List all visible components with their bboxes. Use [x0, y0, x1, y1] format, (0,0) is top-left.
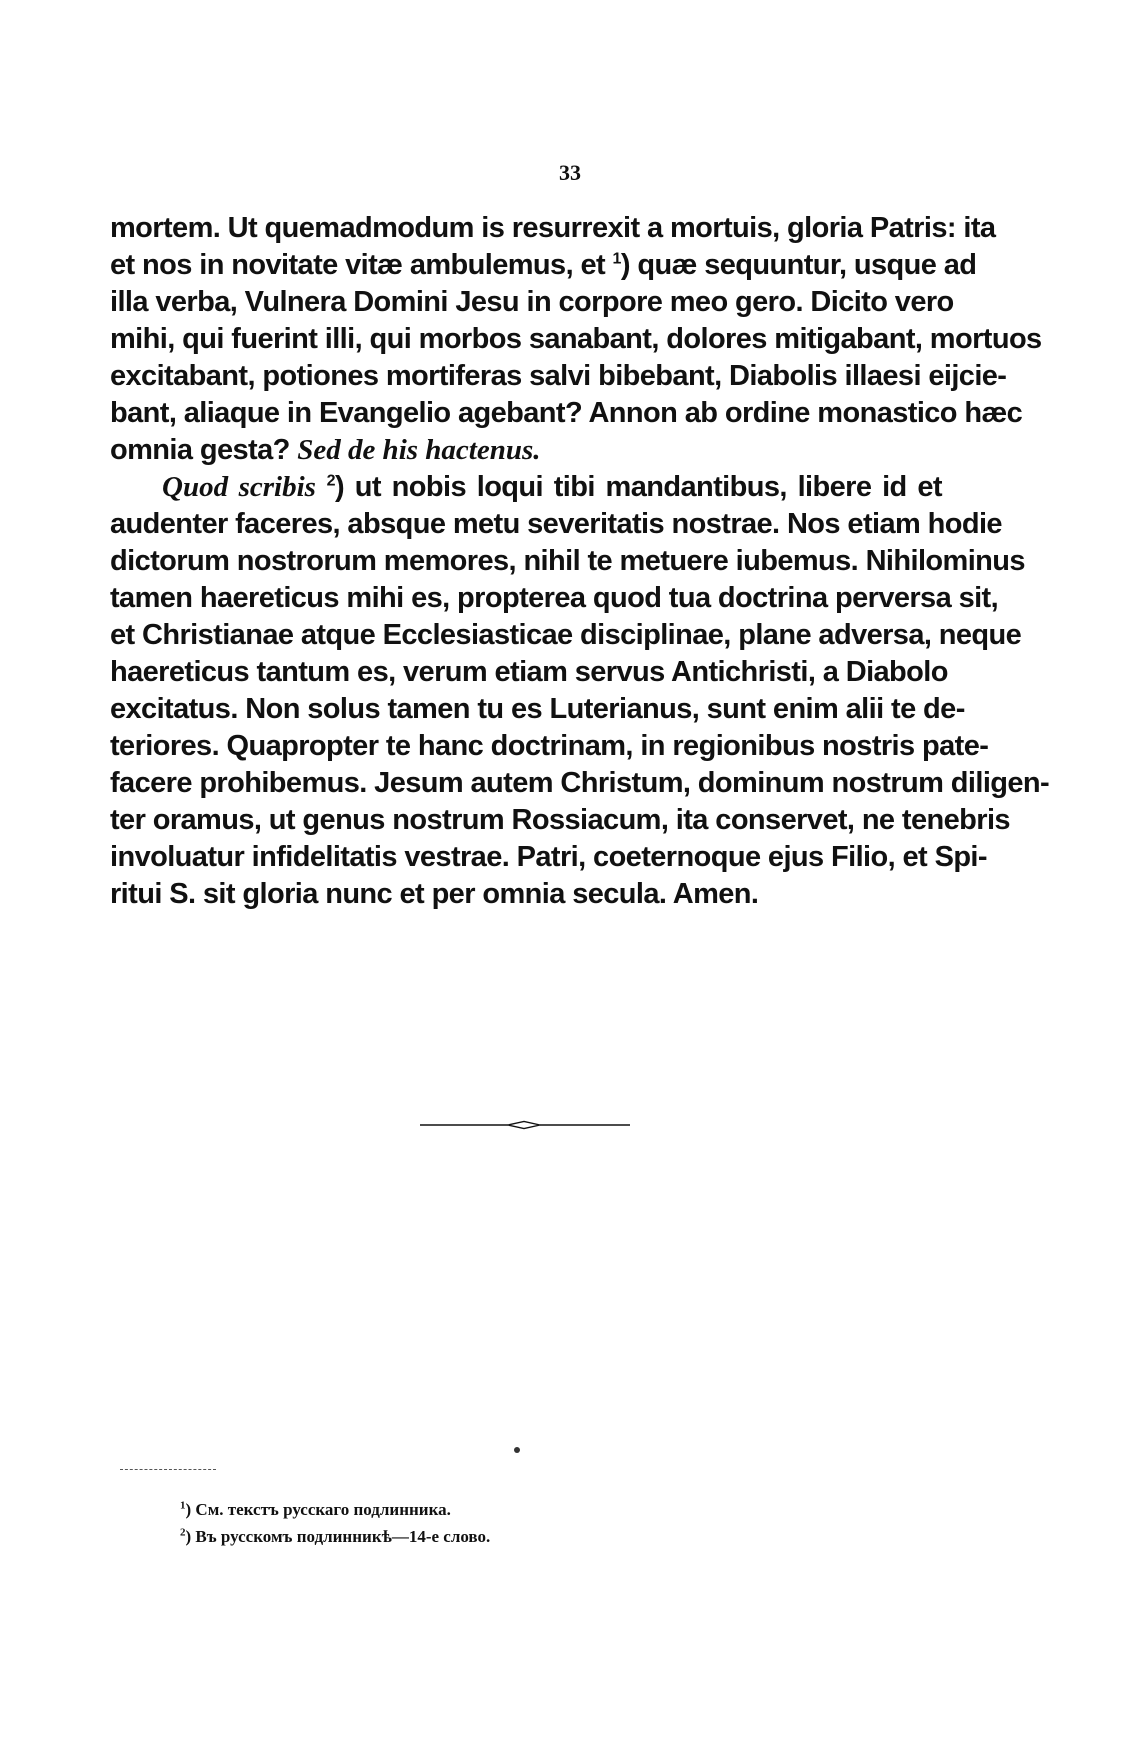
text-line: illa verba, Vulnera Domini Jesu in corpore meo gero. Dicito vero — [110, 286, 954, 318]
text-line: Quod scribis $^2$) ut nobis loqui tibi mandantibus, libere id et — [162, 471, 942, 503]
footnote-rule — [120, 1469, 216, 1470]
text-line: ritui S. sit gloria nunc et per omnia secula. Amen. — [110, 878, 759, 910]
text-line: bant, aliaque in Evangelio agebant? Annon ab ordine monastico hæc — [110, 397, 1023, 429]
text-line: ter oramus, ut genus nostrum Rossiacum, ita conservet, ne tenebris — [110, 804, 1010, 836]
text-line: haereticus tantum es, verum etiam servus Antichristi, a Diabolo — [110, 656, 948, 688]
text-line: teriores. Quapropter te hanc doctrinam, in regionibus nostris pate- — [110, 730, 989, 762]
text-line: involuatur infidelitatis vestrae. Patri, coeternoque ejus Filio, et Spi- — [110, 841, 987, 873]
text-line: excitabant, potiones mortiferas salvi bibebant, Diabolis illaesi eijcie- — [110, 360, 1007, 392]
text-line: omnia gesta? Sed de his hactenus. — [110, 434, 541, 466]
text-line: tamen haereticus mihi es, propterea quod tua doctrina perversa sit, — [110, 582, 999, 614]
footnote-ref-2: 2 — [326, 472, 335, 490]
text-line: facere prohibemus. Jesum autem Christum, dominum nostrum diligen- — [110, 767, 1050, 799]
main-text — [110, 210, 1050, 913]
text-line: mortem. Ut quemadmodum is resurrexit a mortuis, gloria Patris: ita — [110, 212, 996, 244]
text-line: excitatus. Non solus tamen tu es Luterianus, sunt enim alii te de- — [110, 693, 965, 725]
text-line: mihi, qui fuerint illi, qui morbos sanabant, dolores mitigabant, mortuos — [110, 323, 1042, 355]
text-line: et nos in novitate vitæ ambulemus, et $^1$) quæ sequuntur, usque ad — [110, 249, 977, 281]
footnote-1: $^1$) См. текстъ русскаго подлинника. — [180, 1499, 451, 1519]
footnote-ref-1: 1 — [612, 250, 621, 268]
italic-phrase: Sed de his hactenus. — [297, 434, 541, 466]
text-line: audenter faceres, absque metu severitatis nostrae. Nos etiam hodie — [110, 508, 1002, 540]
ornament-divider — [420, 1120, 630, 1130]
italic-phrase: Quod scribis — [162, 471, 316, 503]
page-number: 33 — [559, 160, 581, 185]
text-line: et Christianae atque Ecclesiasticae disciplinae, plane adversa, neque — [110, 619, 1022, 651]
footnote-2: $^2$) Въ русскомъ подлинникѣ—14-е слово. — [180, 1526, 491, 1546]
text-line: dictorum nostrorum memores, nihil te metuere iubemus. Nihilominus — [110, 545, 1025, 577]
print-speck — [514, 1447, 520, 1453]
footnotes — [180, 1496, 880, 1550]
